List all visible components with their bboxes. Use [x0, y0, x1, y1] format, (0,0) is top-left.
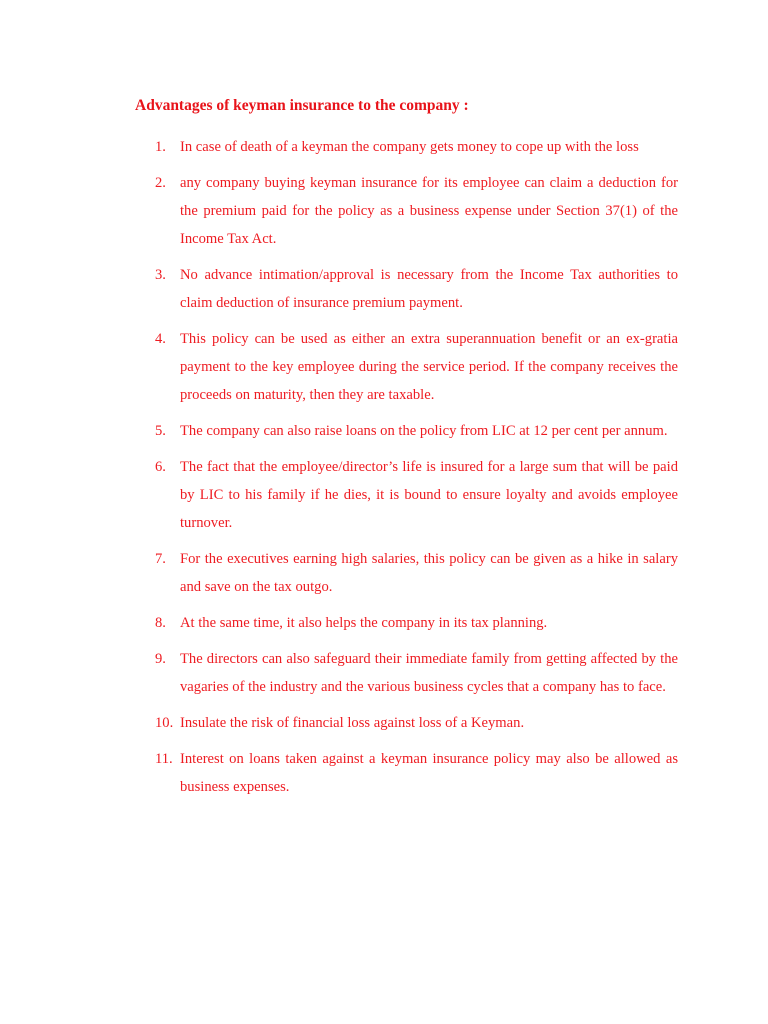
list-item-number: 7. [155, 551, 166, 567]
advantages-list [155, 133, 678, 809]
list-item [155, 609, 678, 637]
list-item [155, 261, 678, 317]
list-item [155, 325, 678, 409]
list-item [155, 169, 678, 253]
list-item-text: Insulate the risk of financial loss against loss of a Keyman. [180, 715, 525, 731]
list-item [155, 645, 678, 701]
list-item [155, 709, 678, 737]
list-item-number: 5. [155, 423, 166, 439]
list-item [155, 453, 678, 537]
list-item-text: In case of death of a keyman the company gets money to cope up with the loss [180, 139, 639, 155]
list-item-number: 8. [155, 615, 166, 631]
list-item-text: The directors can also safeguard their immediate family from getting affected by the vagaries of the industry and the various business cycles that a company has to face. [180, 651, 678, 695]
list-item-text: At the same time, it also helps the company in its tax planning. [180, 615, 548, 631]
list-item-text: any company buying keyman insurance for its employee can claim a deduction for the premium paid for the policy as a business expense under Section 37(1) of the Income Tax Act. [180, 175, 678, 247]
list-item-number: 3. [155, 267, 166, 283]
list-item [155, 133, 678, 161]
list-item-number: 6. [155, 459, 166, 475]
list-item-number: 2. [155, 175, 166, 191]
list-item-text: No advance intimation/approval is necessary from the Income Tax authorities to claim deduction of insurance premium payment. [180, 267, 678, 311]
list-item [155, 745, 678, 801]
list-item-text: Interest on loans taken against a keyman insurance policy may also be allowed as business expenses. [180, 751, 678, 795]
list-item-number: 1. [155, 139, 166, 155]
list-item-number: 11. [155, 751, 173, 767]
list-item-text: The fact that the employee/director’s life is insured for a large sum that will be paid by LIC to his family if he dies, it is bound to ensure loyalty and avoids employee turnover. [180, 459, 678, 531]
document-heading: Advantages of keyman insurance to the company : [135, 97, 469, 114]
list-item-number: 4. [155, 331, 166, 347]
list-item [155, 545, 678, 601]
list-item-number: 9. [155, 651, 166, 667]
list-item-text: The company can also raise loans on the policy from LIC at 12 per cent per annum. [180, 423, 668, 439]
list-item [155, 417, 678, 445]
list-item-number: 10. [155, 715, 174, 731]
list-item-text: This policy can be used as either an extra superannuation benefit or an ex-gratia payment to the key employee during the service period. If the company receives the proceeds on maturity, then they are taxable. [180, 331, 678, 403]
list-item-text: For the executives earning high salaries, this policy can be given as a hike in salary and save on the tax outgo. [180, 551, 678, 595]
